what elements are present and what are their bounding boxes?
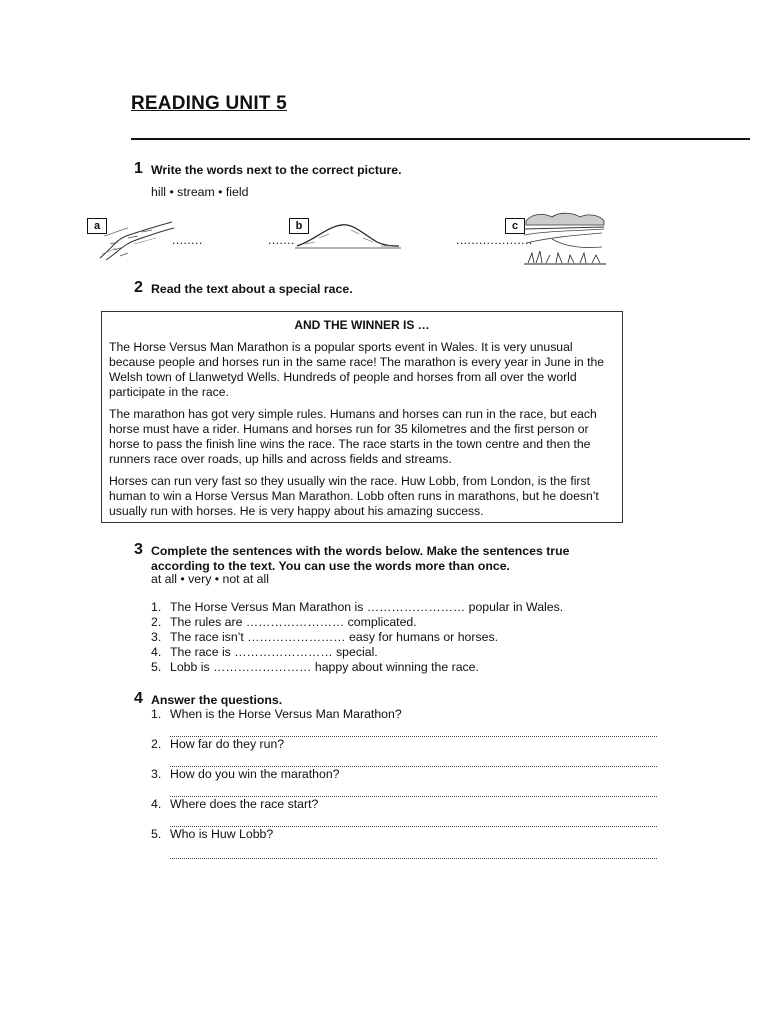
- q1-instruction: Write the words next to the correct picture.: [151, 163, 402, 177]
- answer-blank-c[interactable]: ....................: [456, 233, 533, 247]
- q4-question-list: [151, 707, 661, 859]
- picture-label-a: a: [87, 218, 107, 234]
- question-item: 5. Who is Huw Lobb?: [151, 827, 661, 859]
- question-item: 4. Where does the race start?: [151, 797, 661, 827]
- list-item[interactable]: 1. The Horse Versus Man Marathon is …………………… popular in Wales.: [151, 600, 564, 614]
- answer-line[interactable]: [170, 722, 657, 737]
- stream-picture: [98, 214, 176, 262]
- answer-blank-a[interactable]: ........: [172, 233, 203, 247]
- answer-line[interactable]: [170, 782, 657, 797]
- question-text: How far do they run?: [170, 737, 285, 751]
- picture-label-c: c: [505, 218, 525, 234]
- list-item[interactable]: 2. The rules are …………………… complicated.: [151, 615, 417, 629]
- answer-line[interactable]: [170, 812, 657, 827]
- q3-instruction-line-1: Complete the sentences with the words below. Make the sentences true: [151, 544, 570, 558]
- field-picture: [522, 209, 606, 265]
- question-text: When is the Horse Versus Man Marathon?: [170, 707, 402, 721]
- picture-label-b: b: [289, 218, 309, 234]
- q3-number: 3: [134, 541, 143, 558]
- reading-text-box: [101, 311, 623, 523]
- hill-picture: [295, 220, 401, 250]
- answer-line[interactable]: [170, 842, 657, 859]
- answer-line[interactable]: [170, 752, 657, 767]
- list-item[interactable]: 3. The race isn’t …………………… easy for humans or horses.: [151, 630, 499, 644]
- question-item: 2. How far do they run?: [151, 737, 661, 767]
- question-item: 3. How do you win the marathon?: [151, 767, 661, 797]
- q4-number: 4: [134, 690, 143, 707]
- q1-word-options: hill • stream • field: [151, 185, 249, 199]
- q2-instruction: Read the text about a special race.: [151, 282, 353, 296]
- q2-number: 2: [134, 279, 143, 296]
- question-text: Where does the race start?: [170, 797, 319, 811]
- q4-instruction: Answer the questions.: [151, 693, 283, 707]
- q1-number: 1: [134, 160, 143, 177]
- q3-instruction-line-2: according to the text. You can use the words more than once.: [151, 559, 510, 573]
- answer-blank-b[interactable]: .......: [268, 233, 295, 247]
- reading-paragraph-3: Horses can run very fast so they usually win the race. Huw Lobb, from London, is the first human to win a Horse Versus Man Marathon. Lobb often runs in marathons, but he doesn’t usually run with horses. He is very happy about his amazing success.: [109, 474, 599, 518]
- q3-word-options: at all • very • not at all: [151, 572, 269, 586]
- title-divider: [131, 138, 750, 140]
- question-item: 1. When is the Horse Versus Man Marathon?: [151, 707, 661, 737]
- reading-paragraph-1: The Horse Versus Man Marathon is a popular sports event in Wales. It is very unusual because people and horses run in the same race! The marathon is every year in June in the Welsh town of Llanwetyd Wells. Hundreds of people and horses from all over the world participate in the race.: [109, 340, 605, 399]
- list-item[interactable]: 4. The race is …………………… special.: [151, 645, 378, 659]
- reading-paragraph-2: The marathon has got very simple rules. Humans and horses can run in the race, but each horse must have a rider. Humans and horses run for 35 kilometres and the first person or horse to pass the finish line wins the race. The race starts in the town centre and then the runners race over roads, up hills and across fields and streams.: [109, 407, 597, 466]
- question-text: Who is Huw Lobb?: [170, 827, 274, 841]
- list-item[interactable]: 5. Lobb is …………………… happy about winning the race.: [151, 660, 479, 674]
- question-text: How do you win the marathon?: [170, 767, 340, 781]
- q3-sentence-list: [151, 600, 621, 675]
- reading-title: AND THE WINNER IS …: [294, 318, 430, 332]
- page-title: READING UNIT 5: [131, 93, 287, 114]
